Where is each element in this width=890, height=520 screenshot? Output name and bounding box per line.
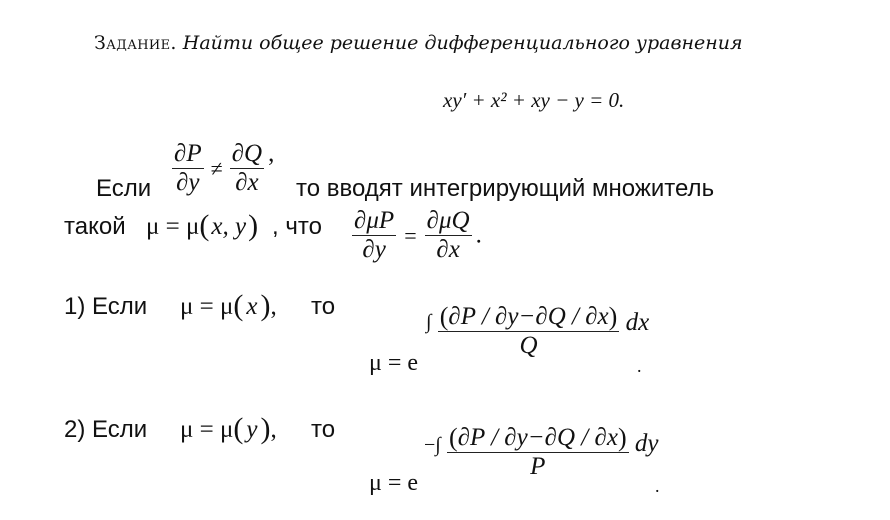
dx-denominator: ∂x: [235, 169, 259, 197]
mu-equals-e: μ = e: [369, 350, 419, 376]
dx-denominator: ∂x: [436, 236, 460, 264]
dmuQ-dx-fraction: [425, 207, 472, 264]
case1-exponent-fraction: [438, 301, 620, 360]
case1-label: 1) Если: [64, 293, 148, 320]
equals-sign: =: [404, 222, 417, 248]
case2-then: то: [311, 416, 336, 443]
comma: ,: [268, 140, 275, 167]
dy-denominator: ∂y: [176, 169, 200, 197]
case1-differential: dx: [625, 308, 650, 336]
comma: ,: [270, 416, 277, 443]
case2-numerator-text: ∂P / ∂y−∂Q / ∂x: [457, 424, 618, 451]
condition-text: то вводят интегрирующий множитель: [296, 175, 715, 202]
dy-denominator: ∂y: [362, 236, 386, 264]
mu-equality-formula: [352, 207, 482, 264]
case1-then: то: [311, 293, 336, 320]
case2-differential: dy: [634, 429, 659, 457]
dmuP-numerator: ∂μP: [354, 207, 395, 234]
mu-equals: μ = μ: [180, 293, 234, 320]
dmuQ-numerator: ∂μQ: [426, 207, 470, 234]
period: .: [475, 221, 482, 249]
task-equation: xy′ + x² + xy − y = 0.: [443, 88, 625, 112]
task-statement: [94, 32, 743, 54]
integral-sign: −∫: [424, 434, 441, 456]
case1-mu-lhs: [369, 350, 418, 377]
mu-xy-expression: μ = μ(x, y): [146, 209, 259, 242]
if-word: Если: [96, 175, 152, 202]
dQ-dx-fraction: [230, 140, 264, 197]
task-label: Задание.: [94, 32, 177, 54]
that-word: , что: [272, 213, 322, 240]
inequality-formula: [172, 140, 274, 197]
dmuP-dy-fraction: [352, 207, 396, 264]
case2-denominator: P: [530, 453, 546, 481]
case2-numerator: (∂P / ∂y−∂Q / ∂x): [449, 423, 627, 452]
case2-mu-expression: μ = μ( y ),: [180, 412, 277, 445]
neq-sign: ≠: [210, 155, 223, 181]
case1-period: .: [637, 356, 642, 376]
case2-exponent: [424, 422, 658, 481]
comma: ,: [270, 293, 277, 320]
case1-numerator-text: ∂P / ∂y−∂Q / ∂x: [448, 303, 609, 330]
mu-args: x, y: [211, 213, 247, 240]
dP-dy-fraction: [172, 140, 204, 197]
case2-period: .: [655, 476, 660, 496]
case1-denominator: Q: [519, 332, 538, 360]
such-word: такой: [64, 213, 126, 240]
mu-equals-e: μ = e: [369, 470, 419, 496]
mu-equals: μ = μ: [146, 213, 200, 240]
case1-exponent: [426, 301, 649, 360]
mu-arg: y: [246, 416, 258, 443]
case2-mu-lhs: [369, 470, 418, 497]
mu-equals: μ = μ: [180, 416, 234, 443]
mu-arg: x: [246, 293, 258, 320]
case2-exponent-fraction: [447, 422, 629, 481]
case1-mu-expression: μ = μ( x ),: [180, 289, 277, 322]
case2-label: 2) Если: [64, 416, 148, 443]
dQ-numerator: ∂Q: [231, 140, 263, 167]
case1-numerator: (∂P / ∂y−∂Q / ∂x): [439, 302, 618, 331]
dP-numerator: ∂P: [174, 140, 202, 167]
task-text: Найти общее решение дифференциального уравнения: [182, 32, 743, 54]
integral-sign: ∫: [426, 311, 432, 333]
